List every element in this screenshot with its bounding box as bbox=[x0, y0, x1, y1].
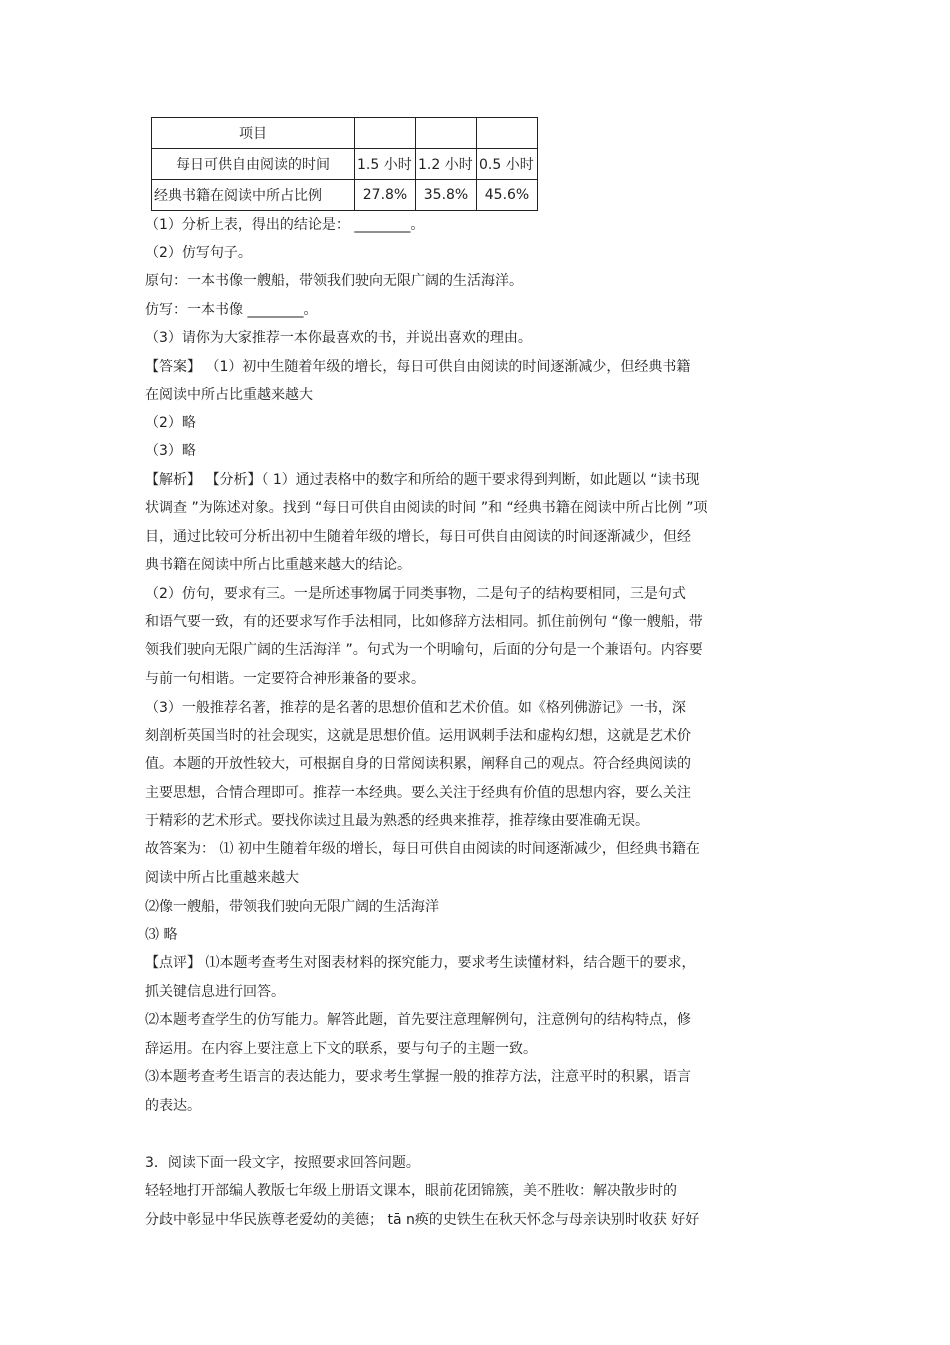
question-line: （2）仿写句子。 bbox=[145, 245, 252, 261]
analysis-line: 与前一句相谐。一定要符合神形兼备的要求。 bbox=[145, 671, 425, 687]
table-cell: 1.5 小时 bbox=[355, 149, 416, 180]
answer-line: （3）略 bbox=[145, 443, 196, 459]
analysis-line: 主要思想，合情合理即可。推荐一本经典。要么关注于经典有价值的思想内容，要么关注 bbox=[145, 785, 691, 801]
answer-line: 【答案】 （1）初中生随着年级的增长，每日可供自由阅读的时间逐渐减少，但经典书籍 bbox=[145, 359, 691, 375]
table-cell: 45.6% bbox=[477, 180, 538, 211]
question-line: （1）分析上表，得出的结论是： ________。 bbox=[145, 217, 425, 233]
answer-line: 在阅读中所占比重越来越大 bbox=[145, 387, 313, 403]
table-header-empty bbox=[477, 118, 538, 149]
table-row bbox=[152, 180, 538, 211]
table-header-empty bbox=[355, 118, 416, 149]
comment-line: ⑶本题考查考生语言的表达能力，要求考生掌握一般的推荐方法，注意平时的积累，语言 bbox=[145, 1069, 691, 1085]
final-answer-line: ⑵像一艘船，带领我们驶向无限广阔的生活海洋 bbox=[145, 899, 439, 915]
comment-line: 的表达。 bbox=[145, 1098, 201, 1114]
analysis-line: 和语气要一致，有的还要求写作手法相同，比如修辞方法相同。抓住前例句 “像一艘船，带 bbox=[145, 614, 703, 630]
final-answer-line: ⑶ 略 bbox=[145, 927, 178, 943]
question-line: 原句：一本书像一艘船，带领我们驶向无限广阔的生活海洋。 bbox=[145, 273, 523, 289]
final-answer-line: 阅读中所占比重越来越大 bbox=[145, 870, 299, 886]
analysis-line: 于精彩的艺术形式。要找你读过且最为熟悉的经典来推荐，推荐缘由要准确无误。 bbox=[145, 813, 649, 829]
table-row-label: 每日可供自由阅读的时间 bbox=[152, 149, 355, 180]
question3-paragraph-line: 分歧中彰显中华民族尊老爱幼的美德； tā n痪的史铁生在秋天怀念与母亲诀别时收获 好好 bbox=[145, 1212, 700, 1228]
answer-line: （2）略 bbox=[145, 415, 196, 431]
analysis-line: 状调查 ”为陈述对象。找到 “每日可供自由阅读的时间 ”和 “经典书籍在阅读中所占比例 ”项 bbox=[145, 500, 708, 516]
analysis-line: 值。本题的开放性较大，可根据自身的日常阅读积累，阐释自己的观点。符合经典阅读的 bbox=[145, 756, 691, 772]
table-cell: 0.5 小时 bbox=[477, 149, 538, 180]
analysis-line: （3）一般推荐名著，推荐的是名著的思想价值和艺术价值。如《格列佛游记》一书，深 bbox=[145, 700, 686, 716]
analysis-line: 领我们驶向无限广阔的生活海洋 ”。句式为一个明喻句，后面的分句是一个兼语句。内容要 bbox=[145, 642, 703, 658]
question-line: 仿写：一本书像 ________。 bbox=[145, 302, 318, 318]
table-header-cell: 项目 bbox=[152, 118, 355, 149]
analysis-line: 刻剖析英国当时的社会现实，这就是思想价值。运用讽刺手法和虚构幻想，这就是艺术价 bbox=[145, 728, 691, 744]
final-answer-line: 故答案为： ⑴ 初中生随着年级的增长，每日可供自由阅读的时间逐渐减少，但经典书籍在 bbox=[145, 841, 700, 857]
table-cell: 35.8% bbox=[416, 180, 477, 211]
reading-survey-table bbox=[151, 117, 538, 211]
comment-line: 抓关键信息进行回答。 bbox=[145, 984, 285, 1000]
table-header-empty bbox=[416, 118, 477, 149]
comment-line: 【点评】 ⑴本题考查考生对图表材料的探究能力，要求考生读懂材料，结合题干的要求， bbox=[145, 955, 696, 971]
table-cell: 1.2 小时 bbox=[416, 149, 477, 180]
table-row bbox=[152, 149, 538, 180]
table-header-row bbox=[152, 118, 538, 149]
comment-line: ⑵本题考查学生的仿写能力。解答此题，首先要注意理解例句，注意例句的结构特点，修 bbox=[145, 1012, 691, 1028]
analysis-line: 目，通过比较可分析出初中生随着年级的增长，每日可供自由阅读的时间逐渐减少，但经 bbox=[145, 529, 691, 545]
analysis-line: （2）仿句，要求有三。一是所述事物属于同类事物，二是句子的结构要相同，三是句式 bbox=[145, 586, 686, 602]
table-cell: 27.8% bbox=[355, 180, 416, 211]
table-row-label: 经典书籍在阅读中所占比例 bbox=[152, 180, 355, 211]
analysis-line: 【解析】 【分析】（ 1）通过表格中的数字和所给的题干要求得到判断，如此题以 “读书现 bbox=[145, 472, 700, 488]
question-line: （3）请你为大家推荐一本你最喜欢的书，并说出喜欢的理由。 bbox=[145, 330, 532, 346]
question3-paragraph-line: 轻轻地打开部编人教版七年级上册语文课本，眼前花团锦簇，美不胜收：解决散步时的 bbox=[145, 1183, 677, 1199]
comment-line: 辞运用。在内容上要注意上下文的联系，要与句子的主题一致。 bbox=[145, 1041, 537, 1057]
analysis-line: 典书籍在阅读中所占比重越来越大的结论。 bbox=[145, 557, 411, 573]
question3-number-line: 3．阅读下面一段文字，按照要求回答问题。 bbox=[145, 1155, 420, 1171]
